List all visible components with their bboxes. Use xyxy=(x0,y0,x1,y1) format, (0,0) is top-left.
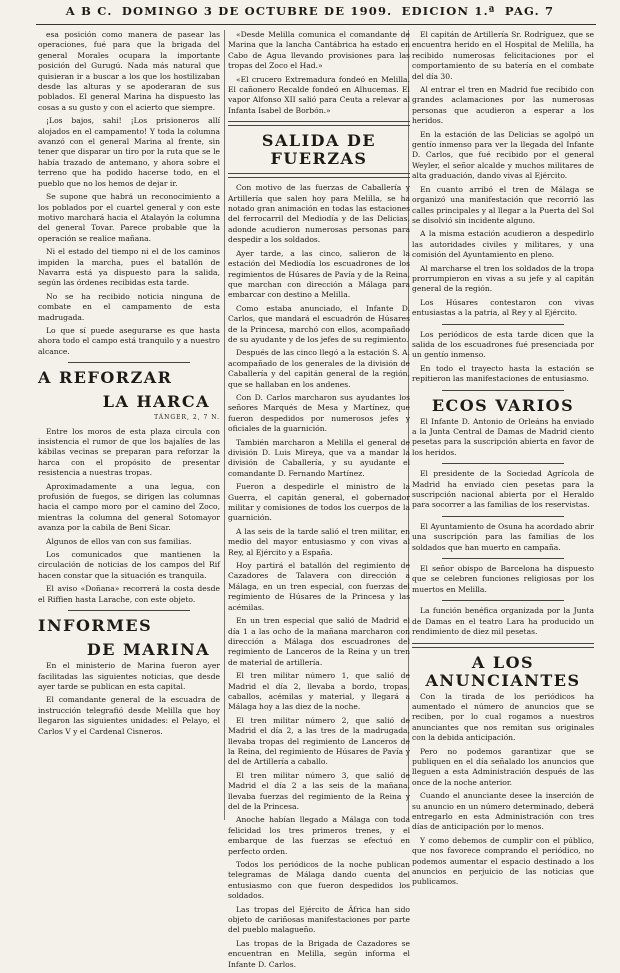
paragraph: También marcharon a Melilla el general de división D. Luis Mireya, que va a mandar la división de Caballería, y su ayudante el comandante D. Fernando Martínez. xyxy=(228,437,410,478)
paragraph: En el ministerio de Marina fueron ayer facilitadas las siguientes noticias, que desde ayer tarde se publican en esta capital. xyxy=(38,661,220,691)
section-rule xyxy=(442,390,564,391)
column-divider xyxy=(224,30,225,820)
masthead-abc: A B C. xyxy=(65,4,113,18)
section-rule xyxy=(228,121,410,126)
paragraph: Las tropas de la Brigada de Cazadores se encuentran en Melilla, según informa el Infante D. Carlos. xyxy=(228,938,410,969)
paragraph: A las seis de la tarde salió el tren militar, en medio del mayor entusiasmo y con vivas al Rey, al Ejército y a España. xyxy=(228,526,410,557)
header-date: DOMINGO 3 DE OCTUBRE DE 1909. xyxy=(121,4,393,18)
paragraph: Los Húsares contestaron con vivas entusiastas a la patria, al Rey y al Ejército. xyxy=(412,297,594,318)
paragraph: Después de las cinco llegó a la estación S. A. acompañado de los generales de la división de Caballería y del capitán general de la región, que se hallaban en los andenes. xyxy=(228,348,410,389)
paragraph: El aviso «Doñana» recorrerá la costa desde el Riffien hasta Larache, con este objeto. xyxy=(38,584,220,604)
paragraph: Y como debemos de cumplir con el público, que nos favorece comprando el periódico, no podemos aumentar el espacio destinado a los anuncios en perjuicio de las noticias que publicamos. xyxy=(412,835,594,887)
paragraph: Aproximadamente a una legua, con profusión de fuegos, se dirigen las columnas hacia el campo moro por el camino del Zoco, mientras la columna del general Sotomayor avanza por la cabila de Beni Sicar. xyxy=(38,481,220,533)
paragraph: El comandante general de la escuadra de instrucción telegrafió desde Melilla que hoy llegaron las siguientes unidades: el Pelayo, el Carlos V y el Cardenal Cisneros. xyxy=(38,695,220,736)
section-rule xyxy=(442,558,564,559)
paragraph: Todos los periódicos de la noche publican telegramas de Málaga dando cuenta del entusiasmo con que fueron despedidos los soldados. xyxy=(228,860,410,901)
paragraph: Ayer tarde, a las cinco, salieron de la estación del Mediodía los escuadrones de los regimientos de Húsares de Pavía y de la Reina, que marchan con dirección a Málaga para embarcar con destino a Melilla. xyxy=(228,248,410,300)
paragraph: No se ha recibido noticia ninguna de combate en el campamento de esta madrugada. xyxy=(38,291,220,322)
paragraph: Los periódicos de esta tarde dicen que la salida de los escuadrones fué presenciada por un gentío inmenso. xyxy=(412,329,594,360)
page-header xyxy=(0,4,620,24)
column-1 xyxy=(38,30,220,740)
headline-salida-de-fuerzas: SALIDA DE FUERZAS xyxy=(261,131,377,169)
headline-a-reforzar: A REFORZAR xyxy=(38,368,173,388)
section-rule xyxy=(442,600,564,601)
paragraph: Lo que sí puede asegurarse es que hasta ahora todo el campo está tranquilo y a nuestro alcance. xyxy=(38,325,220,356)
paragraph: Ni el estado del tiempo ni el de los caminos impiden la marcha, pues el batallón de Navarra está ya dispuesto para la salida, según las órdenes recibidas esta tarde. xyxy=(38,247,220,288)
header-page-number: PAG. 7 xyxy=(504,4,555,18)
paragraph: Con motivo de las fuerzas de Caballería y Artillería que salen hoy para Melilla, se ha notado gran animación en todas las estaciones del ferrocarril del Mediodía y de las Delicias, adonde acudieron numerosas personas para despedir a los soldados. xyxy=(228,183,410,245)
paragraph: En la estación de las Delicias se agolpó un gentío inmenso para ver la llegada del Infante D. Carlos, que fué recibido por el general Weyler, el señor alcalde y muchos militares de alta graduación, dando vivas al Ejército. xyxy=(412,129,594,181)
column-2 xyxy=(228,30,410,973)
headline-informes: INFORMES xyxy=(38,616,153,636)
paragraph: A la misma estación acudieron a despedirlo las autoridades civiles y militares, y una comisión del Ayuntamiento en pleno. xyxy=(412,229,594,260)
paragraph: En cuanto arribó el tren de Málaga se organizó una manifestación que recorrió las calles principales y al llegar a la Puerta del Sol se disolvió sin incidente alguno. xyxy=(412,184,594,225)
paragraph: El presidente de la Sociedad Agrícola de Madrid ha enviado cien pesetas para la suscripción nacional abierta por el Heraldo para socorrer a las familias de los reservistas. xyxy=(412,469,594,510)
section-rule xyxy=(228,173,410,178)
paragraph: El Ayuntamiento de Osuna ha acordado abrir una suscripción para las familias de los soldados que han muerto en campaña. xyxy=(412,521,595,552)
paragraph: Entre los moros de esta plaza circula con insistencia el rumor de que los bajalíes de las kábilas vecinas se preparan para reforzar la harca con el propósito de presentar resistencia a nuestras tropas. xyxy=(38,426,220,478)
section-rule xyxy=(442,463,564,464)
paragraph: El capitán de Artillería Sr. Rodríguez, que se encuentra herido en el Hospital de Melilla, ha recibido numerosas felicitaciones por el comportamiento de su batería en el combate del día 30. xyxy=(412,30,594,81)
paragraph: Anoche habían llegado a Málaga con toda felicidad los tres primeros trenes, y el embarque de las fuerzas se efectuó en perfecto orden. xyxy=(228,815,410,856)
header-rule xyxy=(36,24,596,25)
paragraph: Los comunicados que mantienen la circulación de noticias de los campos del Rif hacen constar que la situación es tranquila. xyxy=(38,550,220,580)
paragraph: El tren militar número 3, que salió de Madrid el día 2 a las seis de la mañana, llevaba fuerzas del regimiento de la Reina y del de la Princesa. xyxy=(228,770,410,811)
dateline: TÁNGER, 2, 7 N. xyxy=(154,414,220,422)
paragraph: Al entrar el tren en Madrid fue recibido con grandes aclamaciones por las numerosas personas que acudieron a esperar a los heridos. xyxy=(412,85,594,126)
paragraph: Pero no podemos garantizar que se publiquen en el día señalado los anuncios que lleguen a esta Administración después de las once de la noche anterior. xyxy=(412,746,594,787)
paragraph: Al marcharse el tren los soldados de la tropa prorrumpieron en vivas a su jefe y al capitán general de la región. xyxy=(412,263,594,294)
paragraph: Con D. Carlos marcharon sus ayudantes los señores Marqués de Mesa y Martínez, que fueron despedidos por numerosos jefes y oficiales de la guarnición. xyxy=(228,392,410,434)
headline-la-harca: LA HARCA xyxy=(102,392,210,412)
paragraph: El tren militar número 2, que salió de Madrid el día 2, a las tres de la madrugada, llevaba tropas del regimiento de Lanceros de la Reina, del regimiento de Húsares de Pavía y del de Artillería a caballo. xyxy=(228,715,410,767)
paragraph: «Desde Melilla comunica el comandante de Marina que la lancha Cantábrica ha estado en Cabo de Agua llevando provisiones para las tropas del Zoco el Had.» xyxy=(228,30,410,71)
paragraph: ¡Los bajos, sahi! ¡Los prisioneros allí alojados en el campamento! Y toda la columna avanzó con el general Marina al frente, sin tener que disparar un tiro por la ruta que se le había trazado de antemano, y ahora sobre el terreno que ha podido hacerse todo, en el pueblo que no los hemos de dejar ir. xyxy=(38,116,220,188)
paragraph: Hoy partirá el batallón del regimiento de Cazadores de Talavera con dirección a Málaga, en un tren especial, con fuerzas del regimiento de Húsares de la Princesa y las acémilas. xyxy=(228,561,410,612)
headline-de-marina: DE MARINA xyxy=(86,640,210,660)
paragraph: Algunos de ellos van con sus familias. xyxy=(46,536,192,546)
section-rule xyxy=(442,516,564,517)
paragraph: Como estaba anunciado, el Infante D. Carlos, que mandará el escuadrón de Húsares de la Princesa, marchó con ellos, acompañado de su ayudante y de los jefes de su regimiento. xyxy=(228,303,410,344)
paragraph: En todo el trayecto hasta la estación se repitieron las manifestaciones de entusiasmo. xyxy=(412,363,594,384)
paragraph: «El crucero Extremadura fondeó en Melilla. El cañonero Recalde fondeó en Alhucemas. El vapor Alfonso XII salió para Ceuta a relevar al Infanta Isabel de Borbón.» xyxy=(228,74,410,115)
paragraph: Se supone que habrá un reconocimiento a los poblados por el cuartel general y con este motivo marchará hacia el Atalayón la columna del general Tovar. Parece probable que la operación se realice mañana. xyxy=(38,192,220,243)
paragraph: Cuando el anunciante desee la inserción de su anuncio en un número determinado, deberá entregarlo en esta Administración con tres días de anticipación por lo menos. xyxy=(412,791,594,832)
paragraph: El señor obispo de Barcelona ha dispuesto que se celebren funciones religiosas por los muertos en Melilla. xyxy=(412,564,594,594)
section-rule xyxy=(442,324,564,325)
section-rule xyxy=(68,362,190,363)
paragraph: Con la tirada de los periódicos ha aumentado el número de anuncios que se reciben, por lo cual rogamos a nuestros anunciantes que nos remitan sus originales con la debida anticipación. xyxy=(412,691,594,743)
paragraph: La función benéfica organizada por la Junta de Damas en el teatro Lara ha producido un rendimiento de diez mil pesetas. xyxy=(412,606,594,637)
headline-ecos-varios: ECOS VARIOS xyxy=(431,395,575,415)
header-edition: EDICION 1.ª xyxy=(401,4,496,18)
paragraph: El tren militar número 1, que salió de Madrid el día 2, llevaba a bordo, tropas, caballos, acémilas y material, y llegará a Málaga hoy a las diez de la noche. xyxy=(228,671,410,712)
paragraph: El Infante D. Antonio de Orleáns ha enviado a la Junta Central de Damas de Madrid ciento pesetas para la suscripción abierta en favor de los heridos. xyxy=(412,416,594,457)
paragraph: Fueron a despedirle el ministro de la Guerra, el capitán general, el gobernador militar y comisiones de todos los cuerpos de la guarnición. xyxy=(228,482,410,523)
section-rule xyxy=(68,610,190,611)
paragraph: En un tren especial que salió de Madrid el día 1 a las ocho de la mañana marcharon con dirección a Málaga dos escuadrones del regimiento de Lanceros de la Reina y un tren de material de artillería. xyxy=(228,616,410,667)
paragraph: Las tropas del Ejército de África han sido objeto de cariñosas manifestaciones por parte del pueblo malagueño. xyxy=(228,904,410,935)
paragraph: esa posición como manera de pasear las operaciones, fué para que la brigada del general Morales ocupara la importante posición del Gurugú. Nada más natural que quisieran ir a buscar a los que los hostilizaban desde las alturas y se apoderaran de sus poblados. El general Marina ha dispuesto las cosas a su gusto y con el acierto que siempre. xyxy=(38,30,220,112)
headline-a-los-anunciantes: A LOS ANUNCIANTES xyxy=(425,652,581,690)
section-rule xyxy=(412,643,594,648)
column-3 xyxy=(412,30,594,891)
